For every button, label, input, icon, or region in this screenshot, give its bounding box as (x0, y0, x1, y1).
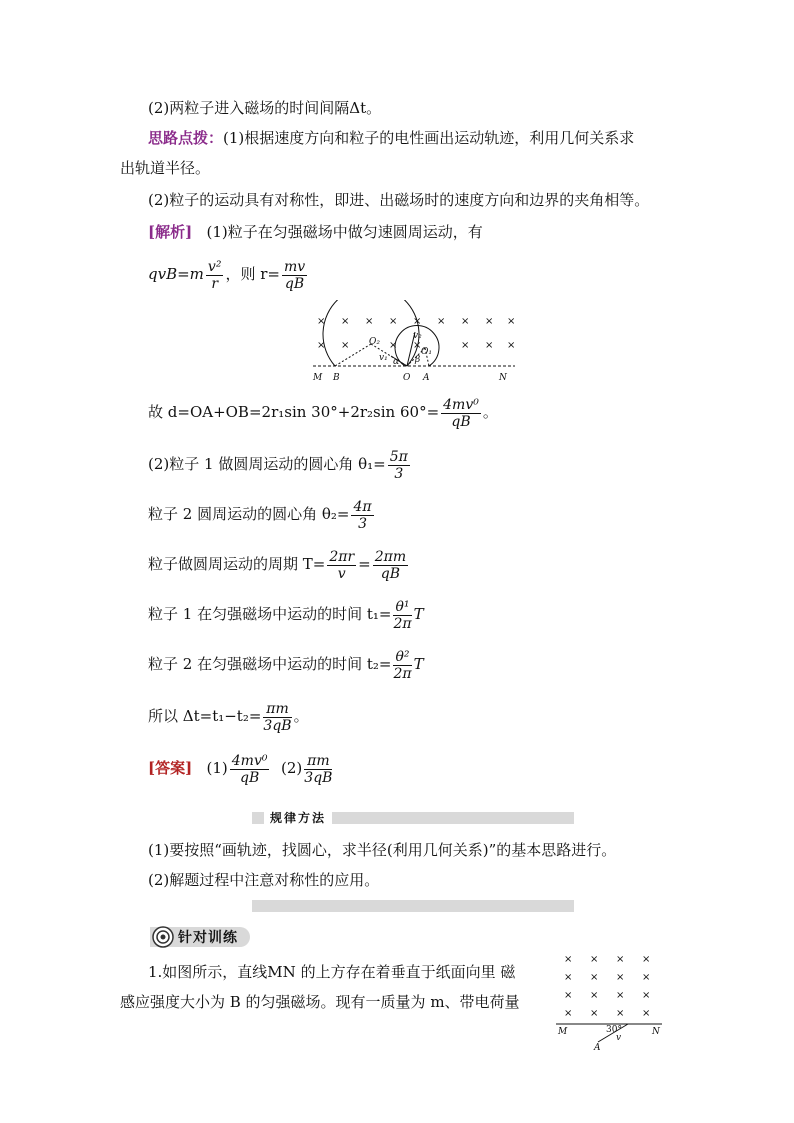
equation-theta1 (148, 444, 412, 484)
svg-text:×: × (437, 316, 446, 327)
eq1-left: qvB=m (148, 265, 204, 283)
theta2-frac (351, 499, 373, 532)
answer-label: [答案] (148, 759, 193, 777)
eq1-den2: qB (284, 275, 305, 292)
fig1-label-A: A (423, 373, 430, 383)
svg-text:×: × (317, 340, 326, 351)
fig1-label-O1: O₁ (421, 347, 432, 357)
fig2-label-M: M (558, 1027, 568, 1037)
method-item-2: (2)解题过程中注意对称性的应用。 (148, 871, 380, 889)
answer-p1: (1) (206, 759, 228, 777)
answer-frac-2 (304, 753, 332, 786)
equation-t1 (148, 594, 424, 634)
figure-magnetic-field-line-mn (552, 948, 668, 1052)
equation-theta2 (148, 494, 376, 534)
period-num2: 2πm (374, 548, 407, 565)
analysis-intro (148, 222, 483, 242)
period-num1: 2πr (329, 548, 355, 565)
hint-line-2: 出轨道半径。 (120, 159, 211, 177)
theta1-frac (388, 449, 410, 482)
fig1-label-beta: β (415, 355, 421, 365)
answer-p2: (2) (281, 759, 303, 777)
svg-text:×: × (616, 954, 625, 965)
period-eq: = (358, 555, 371, 573)
hint-label: 思路点拨： (148, 129, 224, 147)
answer-a1-num: 4mv⁰ (231, 752, 268, 769)
method-item-1: (1)要按照“画轨迹，找圆心，求半径(利用几何关系)”的基本思路进行。 (148, 841, 617, 859)
eq2-frac (441, 397, 481, 430)
eq2-left: 故 d=OA+OB=2r₁sin 30°+2r₂sin 60°= (148, 403, 440, 421)
answer-a2-num: πm (304, 753, 332, 770)
answer-a1-den: qB (240, 769, 260, 786)
equation-distance (148, 392, 498, 432)
svg-text:×: × (413, 316, 422, 327)
fig1-label-B: B (333, 373, 340, 383)
eq2-num: 4mv⁰ (443, 396, 479, 413)
svg-text:×: × (485, 316, 494, 327)
dt-end: 。 (293, 707, 309, 725)
svg-text:×: × (590, 972, 599, 983)
theta2-num: 4π (353, 498, 372, 515)
eq2-end: 。 (482, 403, 498, 421)
svg-text:×: × (616, 1008, 625, 1019)
svg-text:×: × (642, 1008, 651, 1019)
t1-end: T (413, 605, 424, 623)
hint-text-1: (1)根据速度方向和粒子的电性画出运动轨迹，利用几何关系求 (223, 129, 635, 147)
svg-text:×: × (564, 1008, 573, 1019)
method-title: 规律方法 (264, 809, 332, 826)
eq1-den: r (211, 275, 219, 292)
fig2-label-v: v (616, 1033, 622, 1043)
hint-line-1 (148, 128, 634, 148)
svg-text:×: × (413, 340, 422, 351)
part2-question: (2)两粒子进入磁场的时间间隔Δt。 (148, 99, 382, 117)
target-icon (152, 926, 174, 948)
figure-magnetic-field-two-particles (305, 300, 525, 386)
hint-line-3: (2)粒子的运动具有对称性，即进、出磁场时的速度方向和边界的夹角相等。 (148, 191, 650, 209)
svg-text:×: × (564, 954, 573, 965)
fig2-label-A: A (594, 1043, 601, 1052)
method-bottom-bar (252, 900, 574, 912)
t1-num: θ¹ (393, 599, 411, 616)
svg-text:×: × (341, 340, 350, 351)
t1-text: 粒子 1 在匀强磁场中运动的时间 t₁= (148, 605, 392, 623)
svg-text:×: × (616, 972, 625, 983)
t2-frac (393, 649, 411, 682)
svg-text:×: × (642, 972, 651, 983)
t2-den: 2π (393, 665, 412, 682)
training-q1-line-2: 感应强度大小为 B 的匀强磁场。现有一质量为 m、带电荷量 (120, 993, 520, 1011)
fig1-label-v1: v₁ (379, 353, 388, 363)
svg-text:×: × (564, 990, 573, 1001)
svg-text:×: × (317, 316, 326, 327)
dt-frac (263, 701, 291, 734)
t2-text: 粒子 2 在匀强磁场中运动的时间 t₂= (148, 655, 392, 673)
training-badge-label: 针对训练 (178, 930, 238, 946)
eq1-frac-1 (206, 259, 224, 292)
answer-a2-den: 3qB (304, 769, 333, 786)
fig1-label-O: O (403, 373, 411, 383)
svg-text:×: × (642, 954, 651, 965)
equation-t2 (148, 644, 424, 684)
svg-text:×: × (365, 316, 374, 327)
period-frac-2 (373, 549, 408, 582)
fig1-label-alpha: α (393, 357, 400, 367)
dt-text: 所以 Δt=t₁−t₂= (148, 707, 262, 725)
svg-text:×: × (461, 316, 470, 327)
theta1-num: 5π (389, 448, 408, 465)
fig1-label-N: N (499, 373, 507, 383)
period-text: 粒子做圆周运动的周期 T= (148, 555, 326, 573)
svg-text:×: × (461, 340, 470, 351)
answer-line (148, 748, 334, 788)
fig1-label-O2: O₂ (369, 337, 380, 347)
theta2-text: 粒子 2 圆周运动的圆心角 θ₂= (148, 505, 350, 523)
training-q1-line-1: 1.如图所示，直线MN 的上方存在着垂直于纸面向里 磁 (148, 963, 516, 981)
dt-den: 3qB (263, 717, 292, 734)
svg-text:×: × (590, 1008, 599, 1019)
theta1-text: (2)粒子 1 做圆周运动的圆心角 θ₁= (148, 455, 386, 473)
svg-text:×: × (616, 990, 625, 1001)
equation-period (148, 544, 410, 584)
period-frac-1 (327, 549, 356, 582)
t2-num: θ² (393, 649, 411, 666)
svg-text:×: × (590, 954, 599, 965)
eq1-frac-2 (282, 259, 307, 292)
svg-text:×: × (507, 340, 516, 351)
fig2-label-angle: 30° (606, 1025, 622, 1035)
analysis-label: [解析] (148, 223, 193, 241)
svg-text:×: × (389, 316, 398, 327)
theta1-den: 3 (394, 465, 404, 482)
theta2-den: 3 (358, 515, 367, 532)
period-den1: v (337, 565, 346, 582)
svg-text:×: × (507, 316, 516, 327)
svg-text:×: × (642, 990, 651, 1001)
svg-text:×: × (485, 340, 494, 351)
t1-den: 2π (393, 615, 412, 632)
eq1-mid: ，则 r= (225, 265, 280, 283)
equation-radius (148, 256, 309, 292)
svg-text:×: × (389, 340, 398, 351)
eq1-num2: mv (283, 258, 306, 275)
svg-text:×: × (564, 972, 573, 983)
equation-delta-t (148, 696, 309, 736)
t1-frac (393, 599, 411, 632)
analysis-text: (1)粒子在匀强磁场中做匀速圆周运动，有 (206, 223, 483, 241)
dt-num: πm (263, 701, 291, 718)
answer-frac-1 (230, 753, 270, 786)
fig1-label-v2: v₂ (413, 331, 422, 341)
t2-end: T (413, 655, 424, 673)
eq1-num: v² (207, 258, 222, 275)
period-den2: qB (380, 565, 401, 582)
eq2-den: qB (451, 413, 471, 430)
fig1-label-M: M (313, 373, 323, 383)
fig2-label-N: N (652, 1027, 660, 1037)
svg-text:×: × (341, 316, 350, 327)
svg-text:×: × (590, 990, 599, 1001)
